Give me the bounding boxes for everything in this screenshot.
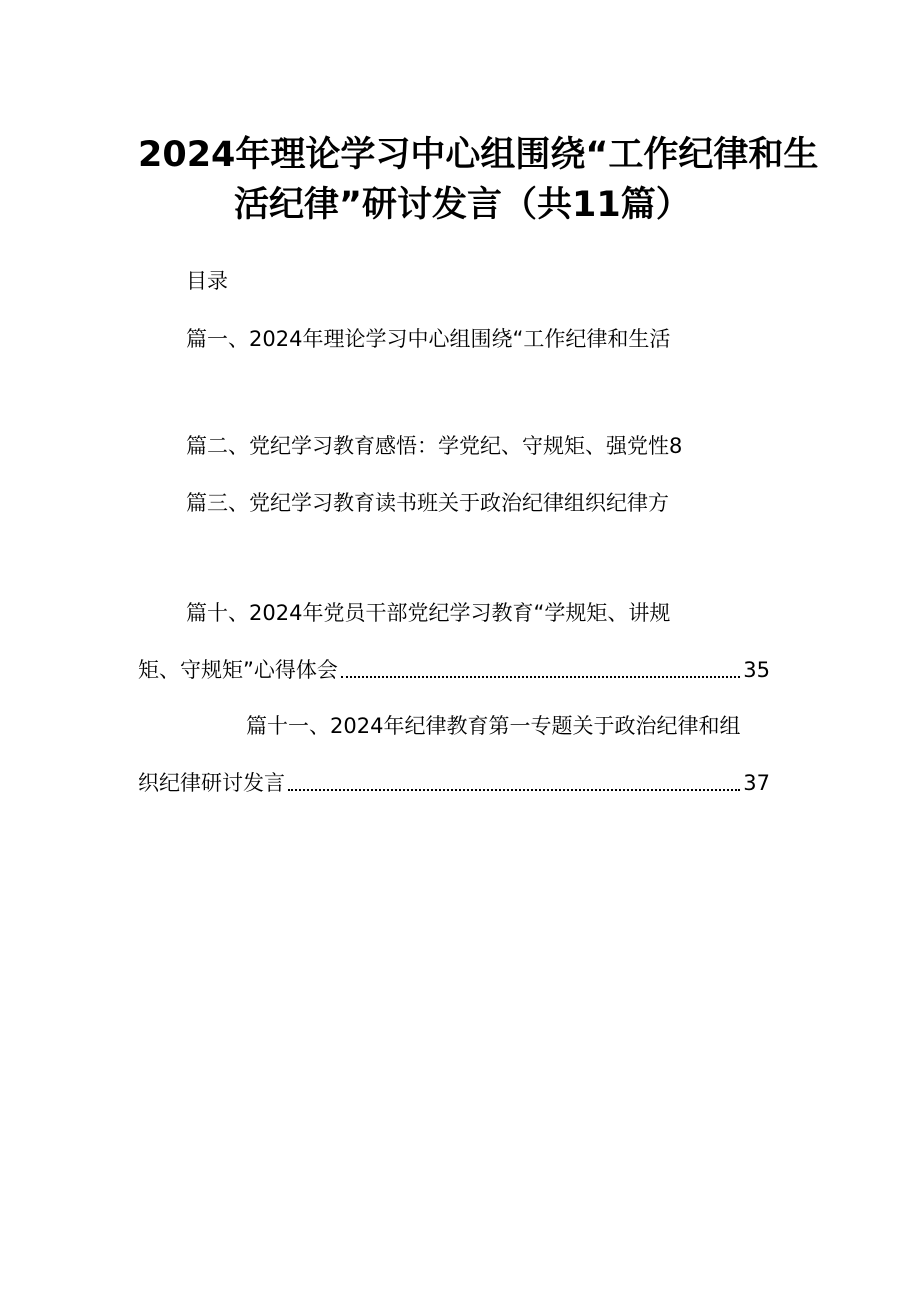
toc-entry-11-line-2[interactable] (138, 773, 770, 794)
toc-entry-11-line-1[interactable]: 篇十一、2024年纪律教育第一专题关于政治纪律和组 (246, 714, 741, 738)
toc-entry-1[interactable]: 篇一、2024年理论学习中心组围绕“工作纪律和生活 (186, 327, 671, 351)
toc-entry-3[interactable]: 篇三、党纪学习教育读书班关于政治纪律组织纪律方 (186, 491, 669, 515)
document-title-line-2: 活纪律”研讨发言（共11篇） (234, 185, 691, 225)
toc-heading: 目录 (186, 269, 228, 293)
toc-entry-11-page-number: 37 (743, 771, 770, 795)
toc-entry-11-text: 织纪律研讨发言 (138, 771, 285, 795)
dot-leader (341, 676, 740, 678)
toc-entry-10-line-1[interactable]: 篇十、2024年党员干部党纪学习教育“学规矩、讲规 (186, 601, 671, 625)
toc-entry-10-page-number: 35 (743, 658, 770, 682)
toc-entry-2[interactable]: 篇二、党纪学习教育感悟：学党纪、守规矩、强党性8 (186, 434, 683, 458)
toc-entry-10-line-2[interactable] (138, 660, 770, 681)
toc-entry-10-text: 矩、守规矩”心得体会 (138, 658, 338, 682)
dot-leader (288, 789, 740, 791)
document-title-line-1: 2024年理论学习中心组围绕“工作纪律和生 (138, 135, 819, 175)
